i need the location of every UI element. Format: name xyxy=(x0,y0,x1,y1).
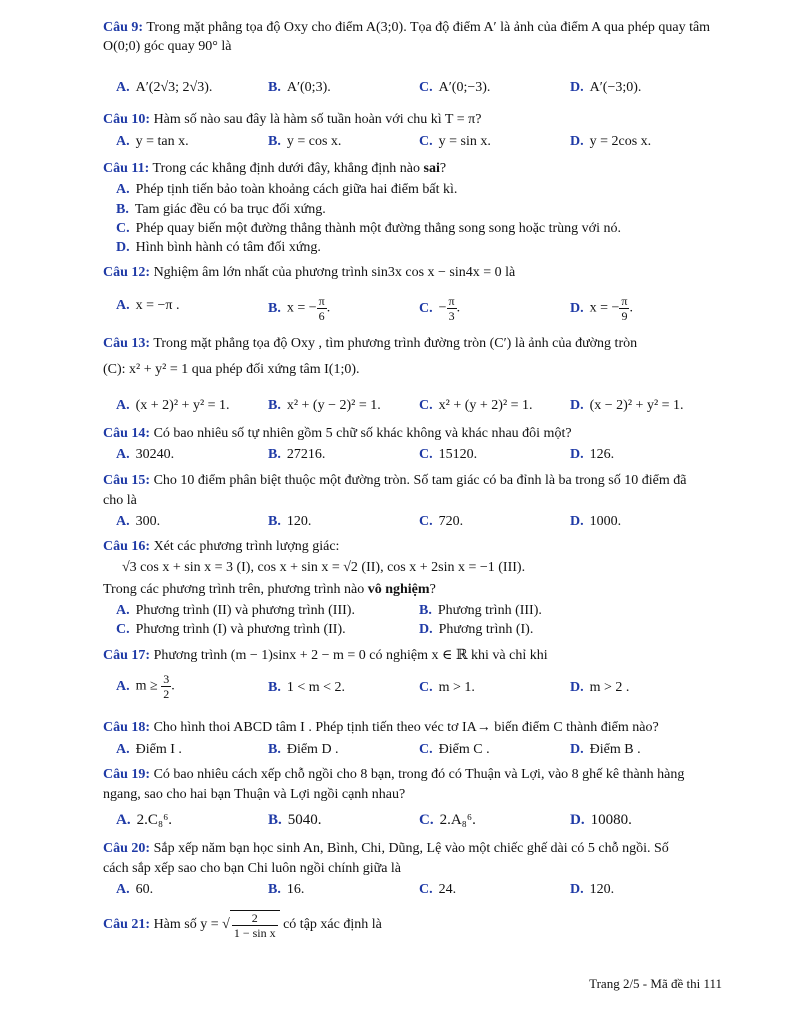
question-number: Câu 11: xyxy=(103,161,150,176)
option-a[interactable]: A. y = tan x. xyxy=(116,134,189,149)
question-text: Sắp xếp năm bạn học sinh An, Bình, Chi, Dũng, Lệ vào một chiếc ghế dài có 5 chỗ ngồi. Số xyxy=(153,841,669,856)
sqrt-fraction: $\frac{2}{\text{1 − sin x}}$ xyxy=(230,910,280,940)
option-c[interactable]: C. x² + (y + 2)² = 1. xyxy=(419,398,533,413)
statement-b[interactable]: B. Tam giác đều có ba trục đối xứng. xyxy=(116,202,326,217)
question-text: Trong mặt phẳng tọa độ Oxy , tìm phương trình đường tròn (C′) là ảnh của đường tròn xyxy=(153,336,638,351)
question-number: Câu 17: xyxy=(103,648,151,663)
option-b[interactable]: B. 120. xyxy=(268,514,312,529)
question-number: Câu 10: xyxy=(103,112,151,127)
option-d[interactable]: D. x = − $\frac{\pi}{9}$ . xyxy=(570,294,633,323)
option-a[interactable]: A. x = −π . xyxy=(116,298,180,313)
option-a[interactable]: A. 30240. xyxy=(116,447,175,462)
option-d[interactable]: D. 120. xyxy=(570,882,615,897)
question-17 xyxy=(103,646,723,665)
question-20-line2: cách sắp xếp sao cho bạn Chi luôn ngồi chính giữa là xyxy=(103,861,402,876)
question-13 xyxy=(103,334,723,353)
options-9 xyxy=(116,80,736,102)
option-d[interactable]: D. m > 2 . xyxy=(570,680,630,695)
option-d[interactable]: D. Phương trình (I). xyxy=(419,622,534,637)
question-emphasis: sai xyxy=(423,161,440,176)
option-d[interactable]: D. y = 2cos x. xyxy=(570,134,652,149)
question-text: Có bao nhiêu cách xếp chỗ ngồi cho 8 bạn, trong đó có Thuận và Lợi, vào 8 ghế kê thành hàng xyxy=(153,767,685,782)
options-20 xyxy=(116,882,736,904)
option-a[interactable]: A. 2.C₈⁶. xyxy=(116,812,173,828)
option-b[interactable]: B. 1 < m < 2. xyxy=(268,680,346,695)
question-number: Câu 14: xyxy=(103,426,151,441)
question-text: Xét các phương trình lượng giác: xyxy=(153,539,340,554)
question-16 xyxy=(103,537,723,556)
option-c[interactable]: C. 24. xyxy=(419,882,457,897)
question-14 xyxy=(103,424,723,443)
question-number: Câu 13: xyxy=(103,336,151,351)
option-c[interactable]: C. 15120. xyxy=(419,447,478,462)
option-b[interactable]: B. x = − $\frac{\pi}{6}$ . xyxy=(268,294,331,323)
option-a[interactable]: A. Điểm I . xyxy=(116,742,182,757)
statement-c[interactable]: C. Phép quay biến một đường thẳng thành một đường thẳng song song hoặc trùng với nó. xyxy=(116,221,621,236)
option-c[interactable]: C. m > 1. xyxy=(419,680,475,695)
question-text: Nghiệm âm lớn nhất của phương trình sin3x cos x − sin4x = 0 là xyxy=(153,265,516,280)
question-text: Có bao nhiêu số tự nhiên gồm 5 chữ số khác không và khác nhau đôi một? xyxy=(153,426,572,441)
options-17 xyxy=(116,672,736,708)
question-text: Cho hình thoi ABCD tâm I . Phép tịnh tiến theo véc tơ IA→ biến điểm C thành điểm nào? xyxy=(153,720,659,735)
options-14 xyxy=(116,447,736,469)
question-number: Câu 16: xyxy=(103,539,151,554)
option-c[interactable]: C. Phương trình (I) và phương trình (II). xyxy=(116,622,346,637)
option-c[interactable]: C. 2.A₈⁶. xyxy=(419,812,476,828)
option-c[interactable]: C. A′(0;−3). xyxy=(419,80,491,95)
statement-a[interactable]: A. Phép tịnh tiến bảo toàn khoảng cách giữa hai điểm bất kì. xyxy=(116,182,458,197)
question-15 xyxy=(103,471,719,490)
question-10 xyxy=(103,110,723,129)
question-20 xyxy=(103,839,723,858)
option-a[interactable]: A. 300. xyxy=(116,514,161,529)
question-text: Trong các khẳng định dưới đây, khẳng định nào xyxy=(152,161,424,176)
question-number: Câu 19: xyxy=(103,767,151,782)
option-a[interactable]: A. m ≥ $\frac{3}{2}$ . xyxy=(116,672,175,701)
option-c[interactable]: C. − $\frac{\pi}{3}$ . xyxy=(419,294,461,323)
question-19 xyxy=(103,765,723,784)
question-9 xyxy=(103,18,723,56)
question-19-line2: ngang, sao cho hai bạn Thuận và Lợi ngồi cạnh nhau? xyxy=(103,787,406,802)
options-10 xyxy=(116,134,736,156)
option-b[interactable]: B. x² + (y − 2)² = 1. xyxy=(268,398,381,413)
question-text: Cho 10 điểm phân biệt thuộc một đường tròn. Số tam giác có ba đỉnh là ba trong số 10 điểm đã xyxy=(153,473,687,488)
option-c[interactable]: C. Điểm C . xyxy=(419,742,490,757)
option-a[interactable]: A. Phương trình (II) và phương trình (III). xyxy=(116,603,355,618)
statement-d[interactable]: D. Hình bình hành có tâm đối xứng. xyxy=(116,240,321,255)
page-footer: Trang 2/5 - Mã đề thi 111 xyxy=(589,976,722,991)
question-number: Câu 9: xyxy=(103,20,144,35)
question-11 xyxy=(103,159,723,178)
option-a[interactable]: A. A′(2√3; 2√3). xyxy=(116,80,213,95)
option-d[interactable]: D. Điểm B . xyxy=(570,742,641,757)
option-d[interactable]: D. 1000. xyxy=(570,514,622,529)
option-c[interactable]: C. 720. xyxy=(419,514,464,529)
option-d[interactable]: D. 126. xyxy=(570,447,615,462)
equations-line: √3 cos x + sin x = 3 (I), cos x + sin x = √2 (II), cos x + 2sin x = −1 (III). xyxy=(122,560,526,575)
question-15-line2: cho là xyxy=(103,493,137,508)
question-18 xyxy=(103,718,723,737)
question-number: Câu 20: xyxy=(103,841,151,856)
question-12 xyxy=(103,263,723,282)
question-text: Trong mặt phẳng tọa độ Oxy cho điểm A(3;0). Tọa độ điểm A′ là ảnh của điểm A qua phép quay tâm O(0;0) góc quay 90° là xyxy=(103,20,711,54)
options-12 xyxy=(116,294,736,328)
option-b[interactable]: B. Phương trình (III). xyxy=(419,603,542,618)
question-number: Câu 21: xyxy=(103,917,151,932)
options-18 xyxy=(116,742,736,764)
question-16-line2: Trong các phương trình trên, phương trình nào vô nghiệm? xyxy=(103,582,436,597)
question-21 xyxy=(103,908,723,942)
question-text: Phương trình (m − 1)sinx + 2 − m = 0 có nghiệm x ∈ ℝ khi và chỉ khi xyxy=(153,648,548,663)
options-15 xyxy=(116,514,736,536)
question-13-line2: (C): x² + y² = 1 qua phép đối xứng tâm I(1;0). xyxy=(103,362,360,377)
option-b[interactable]: B. 16. xyxy=(268,882,305,897)
option-b[interactable]: B. 27216. xyxy=(268,447,326,462)
question-text: Hàm số nào sau đây là hàm số tuần hoàn với chu kì T = π? xyxy=(153,112,482,127)
option-d[interactable]: D. A′(−3;0). xyxy=(570,80,642,95)
option-d[interactable]: D. 10080. xyxy=(570,812,632,828)
option-c[interactable]: C. y = sin x. xyxy=(419,134,491,149)
question-number: Câu 12: xyxy=(103,265,151,280)
option-a[interactable]: A. (x + 2)² + y² = 1. xyxy=(116,398,230,413)
question-text-end: có tập xác định là xyxy=(279,917,382,932)
options-19 xyxy=(116,812,736,834)
option-b[interactable]: B. A′(0;3). xyxy=(268,80,331,95)
options-16-row2 xyxy=(116,622,736,644)
option-a[interactable]: A. 60. xyxy=(116,882,154,897)
question-number: Câu 15: xyxy=(103,473,151,488)
question-mark: ? xyxy=(439,161,447,176)
option-b[interactable]: B. Điểm D . xyxy=(268,742,339,757)
options-13 xyxy=(116,398,736,420)
option-b[interactable]: B. 5040. xyxy=(268,812,322,828)
question-text: Hàm số y = √ xyxy=(153,917,230,932)
option-d[interactable]: D. (x − 2)² + y² = 1. xyxy=(570,398,684,413)
option-b[interactable]: B. y = cos x. xyxy=(268,134,342,149)
question-number: Câu 18: xyxy=(103,720,151,735)
